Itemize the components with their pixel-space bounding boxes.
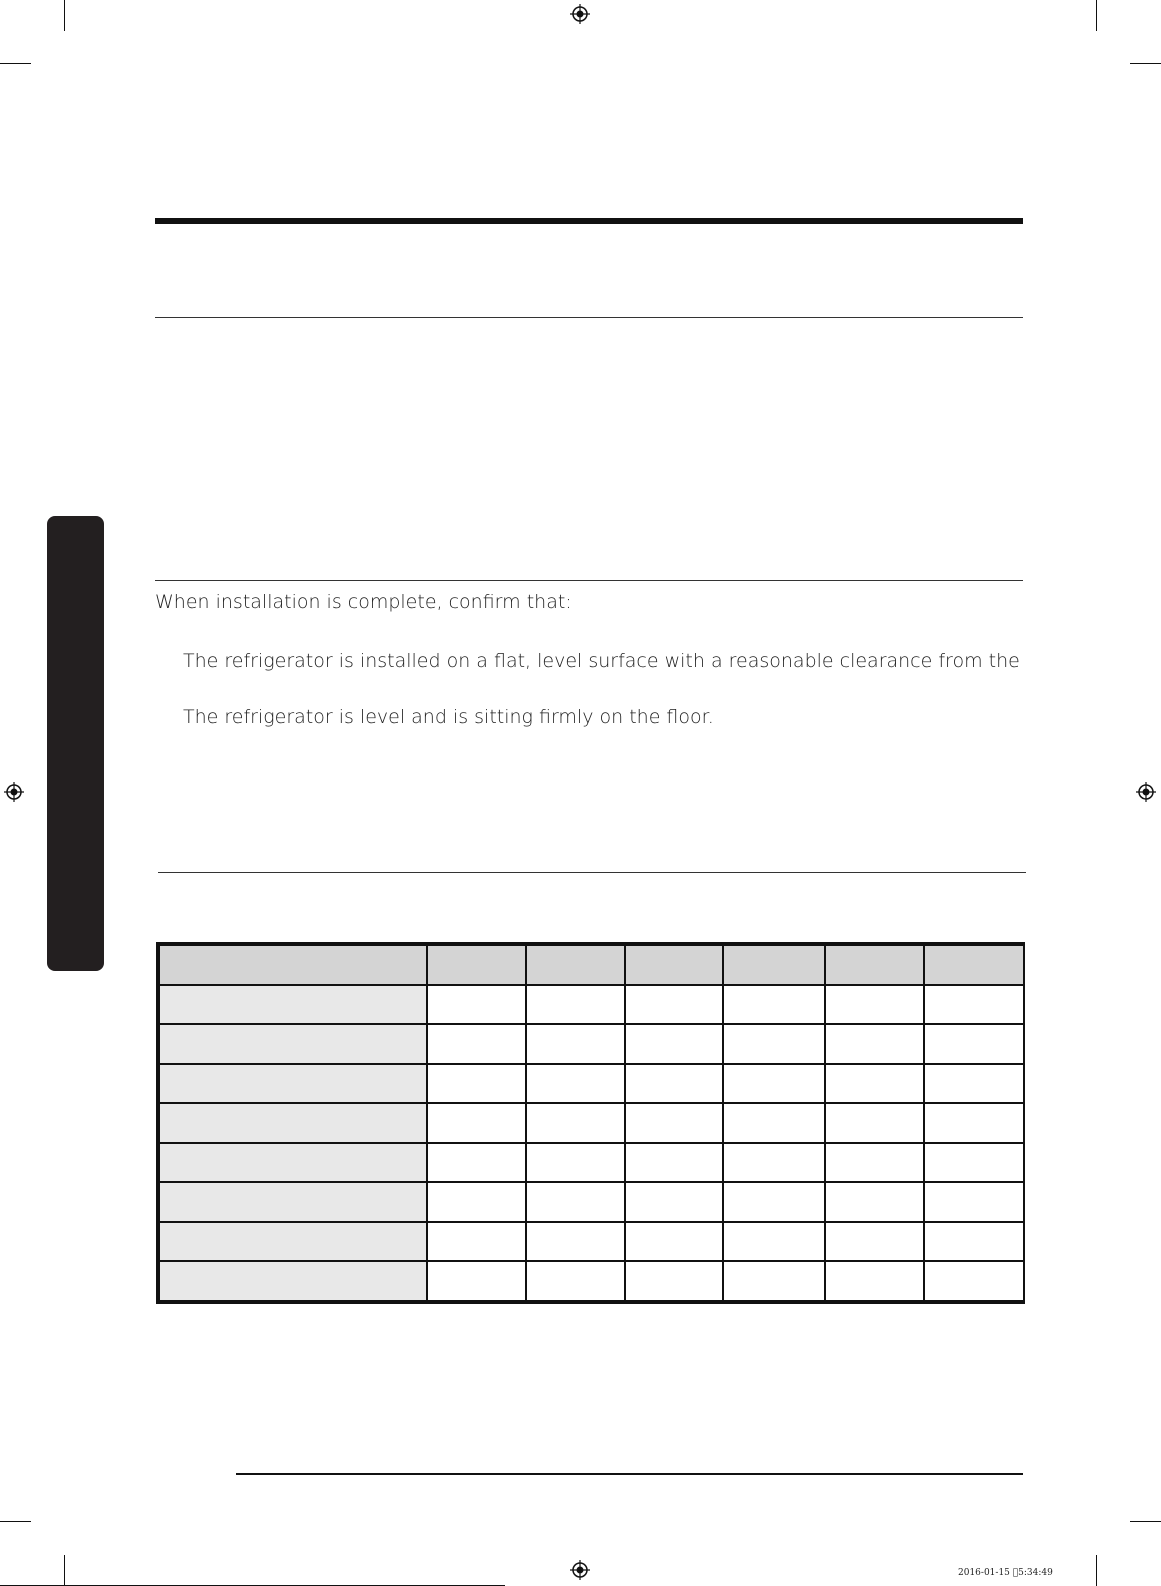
footer-rule (236, 1473, 1023, 1475)
table-row-label (159, 1103, 427, 1143)
table-row (159, 1103, 1024, 1143)
table-header-row (159, 945, 1024, 985)
table-header-cell (625, 945, 723, 985)
table-cell (625, 1064, 723, 1104)
table-cell (825, 1064, 924, 1104)
table-cell (427, 1143, 526, 1183)
table-header-cell (427, 945, 526, 985)
table-row-label (159, 1261, 427, 1301)
table-cell (924, 1222, 1024, 1262)
table-row-label (159, 985, 427, 1025)
table-cell (825, 1024, 924, 1064)
registration-mark-icon (4, 782, 24, 802)
chapter-tab (47, 516, 104, 971)
table-cell (526, 1261, 625, 1301)
section-divider (155, 580, 1023, 581)
checklist-item: The refrigerator is installed on a flat, level surface with a reasonable clearance from the (183, 650, 1020, 672)
crop-mark (1096, 0, 1097, 31)
section-divider (158, 872, 1026, 873)
table-cell (723, 1222, 825, 1262)
checklist-intro: When installation is complete, confirm that: (155, 591, 572, 613)
table-cell (924, 1143, 1024, 1183)
section-divider (155, 317, 1023, 318)
table-cell (427, 985, 526, 1025)
table-cell (625, 1143, 723, 1183)
crop-mark (64, 0, 65, 31)
table-cell (625, 1024, 723, 1064)
registration-mark-icon (570, 1560, 590, 1580)
table-cell (427, 1261, 526, 1301)
table-row (159, 1064, 1024, 1104)
table-header-cell (526, 945, 625, 985)
table-cell (526, 1103, 625, 1143)
crop-mark (1130, 1521, 1161, 1522)
table-cell (825, 985, 924, 1025)
table-cell (723, 1103, 825, 1143)
table-cell (723, 985, 825, 1025)
registration-mark-icon (1136, 782, 1156, 802)
table-cell (427, 1024, 526, 1064)
table-cell (625, 985, 723, 1025)
registration-mark-icon (570, 4, 590, 24)
crop-mark (64, 1555, 65, 1586)
table-cell (924, 1103, 1024, 1143)
data-table (156, 942, 1025, 1304)
table-row (159, 1024, 1024, 1064)
table-row (159, 1261, 1024, 1301)
table-row (159, 1143, 1024, 1183)
table-cell (625, 1222, 723, 1262)
table-row-label (159, 1182, 427, 1222)
table-row-label (159, 1143, 427, 1183)
table-cell (924, 1261, 1024, 1301)
table-cell (825, 1103, 924, 1143)
crop-mark (0, 63, 31, 64)
table-cell (825, 1143, 924, 1183)
print-timestamp: 2016-01-15 ￿5:34:49 (958, 1568, 1053, 1578)
table-cell (924, 1182, 1024, 1222)
table-cell (924, 1024, 1024, 1064)
checklist-item: The refrigerator is level and is sitting firmly on the floor. (183, 706, 714, 728)
table-cell (526, 1024, 625, 1064)
table-cell (427, 1182, 526, 1222)
table-cell (526, 1143, 625, 1183)
table-cell (825, 1261, 924, 1301)
table-cell (723, 1064, 825, 1104)
crop-mark (1130, 63, 1161, 64)
crop-mark (1096, 1555, 1097, 1586)
table-cell (625, 1103, 723, 1143)
table-cell (924, 1064, 1024, 1104)
table-cell (825, 1222, 924, 1262)
table-row (159, 985, 1024, 1025)
table-cell (723, 1024, 825, 1064)
table-cell (723, 1182, 825, 1222)
table-header-cell (825, 945, 924, 985)
table-cell (723, 1143, 825, 1183)
table-cell (427, 1103, 526, 1143)
table-cell (526, 985, 625, 1025)
table-row-label (159, 1024, 427, 1064)
table-cell (526, 1222, 625, 1262)
table-header-cell (723, 945, 825, 985)
crop-mark (0, 1521, 31, 1522)
table-row-label (159, 1222, 427, 1262)
table-cell (427, 1222, 526, 1262)
table-row-label (159, 1064, 427, 1104)
table-cell (526, 1182, 625, 1222)
table-header-cell (924, 945, 1024, 985)
header-rule (155, 218, 1023, 224)
table-cell (924, 985, 1024, 1025)
table-cell (625, 1261, 723, 1301)
table-row (159, 1222, 1024, 1262)
table-row (159, 1182, 1024, 1222)
table-cell (526, 1064, 625, 1104)
table-cell (825, 1182, 924, 1222)
table-cell (427, 1064, 526, 1104)
table-cell (723, 1261, 825, 1301)
table-cell (625, 1182, 723, 1222)
table-header-cell (159, 945, 427, 985)
